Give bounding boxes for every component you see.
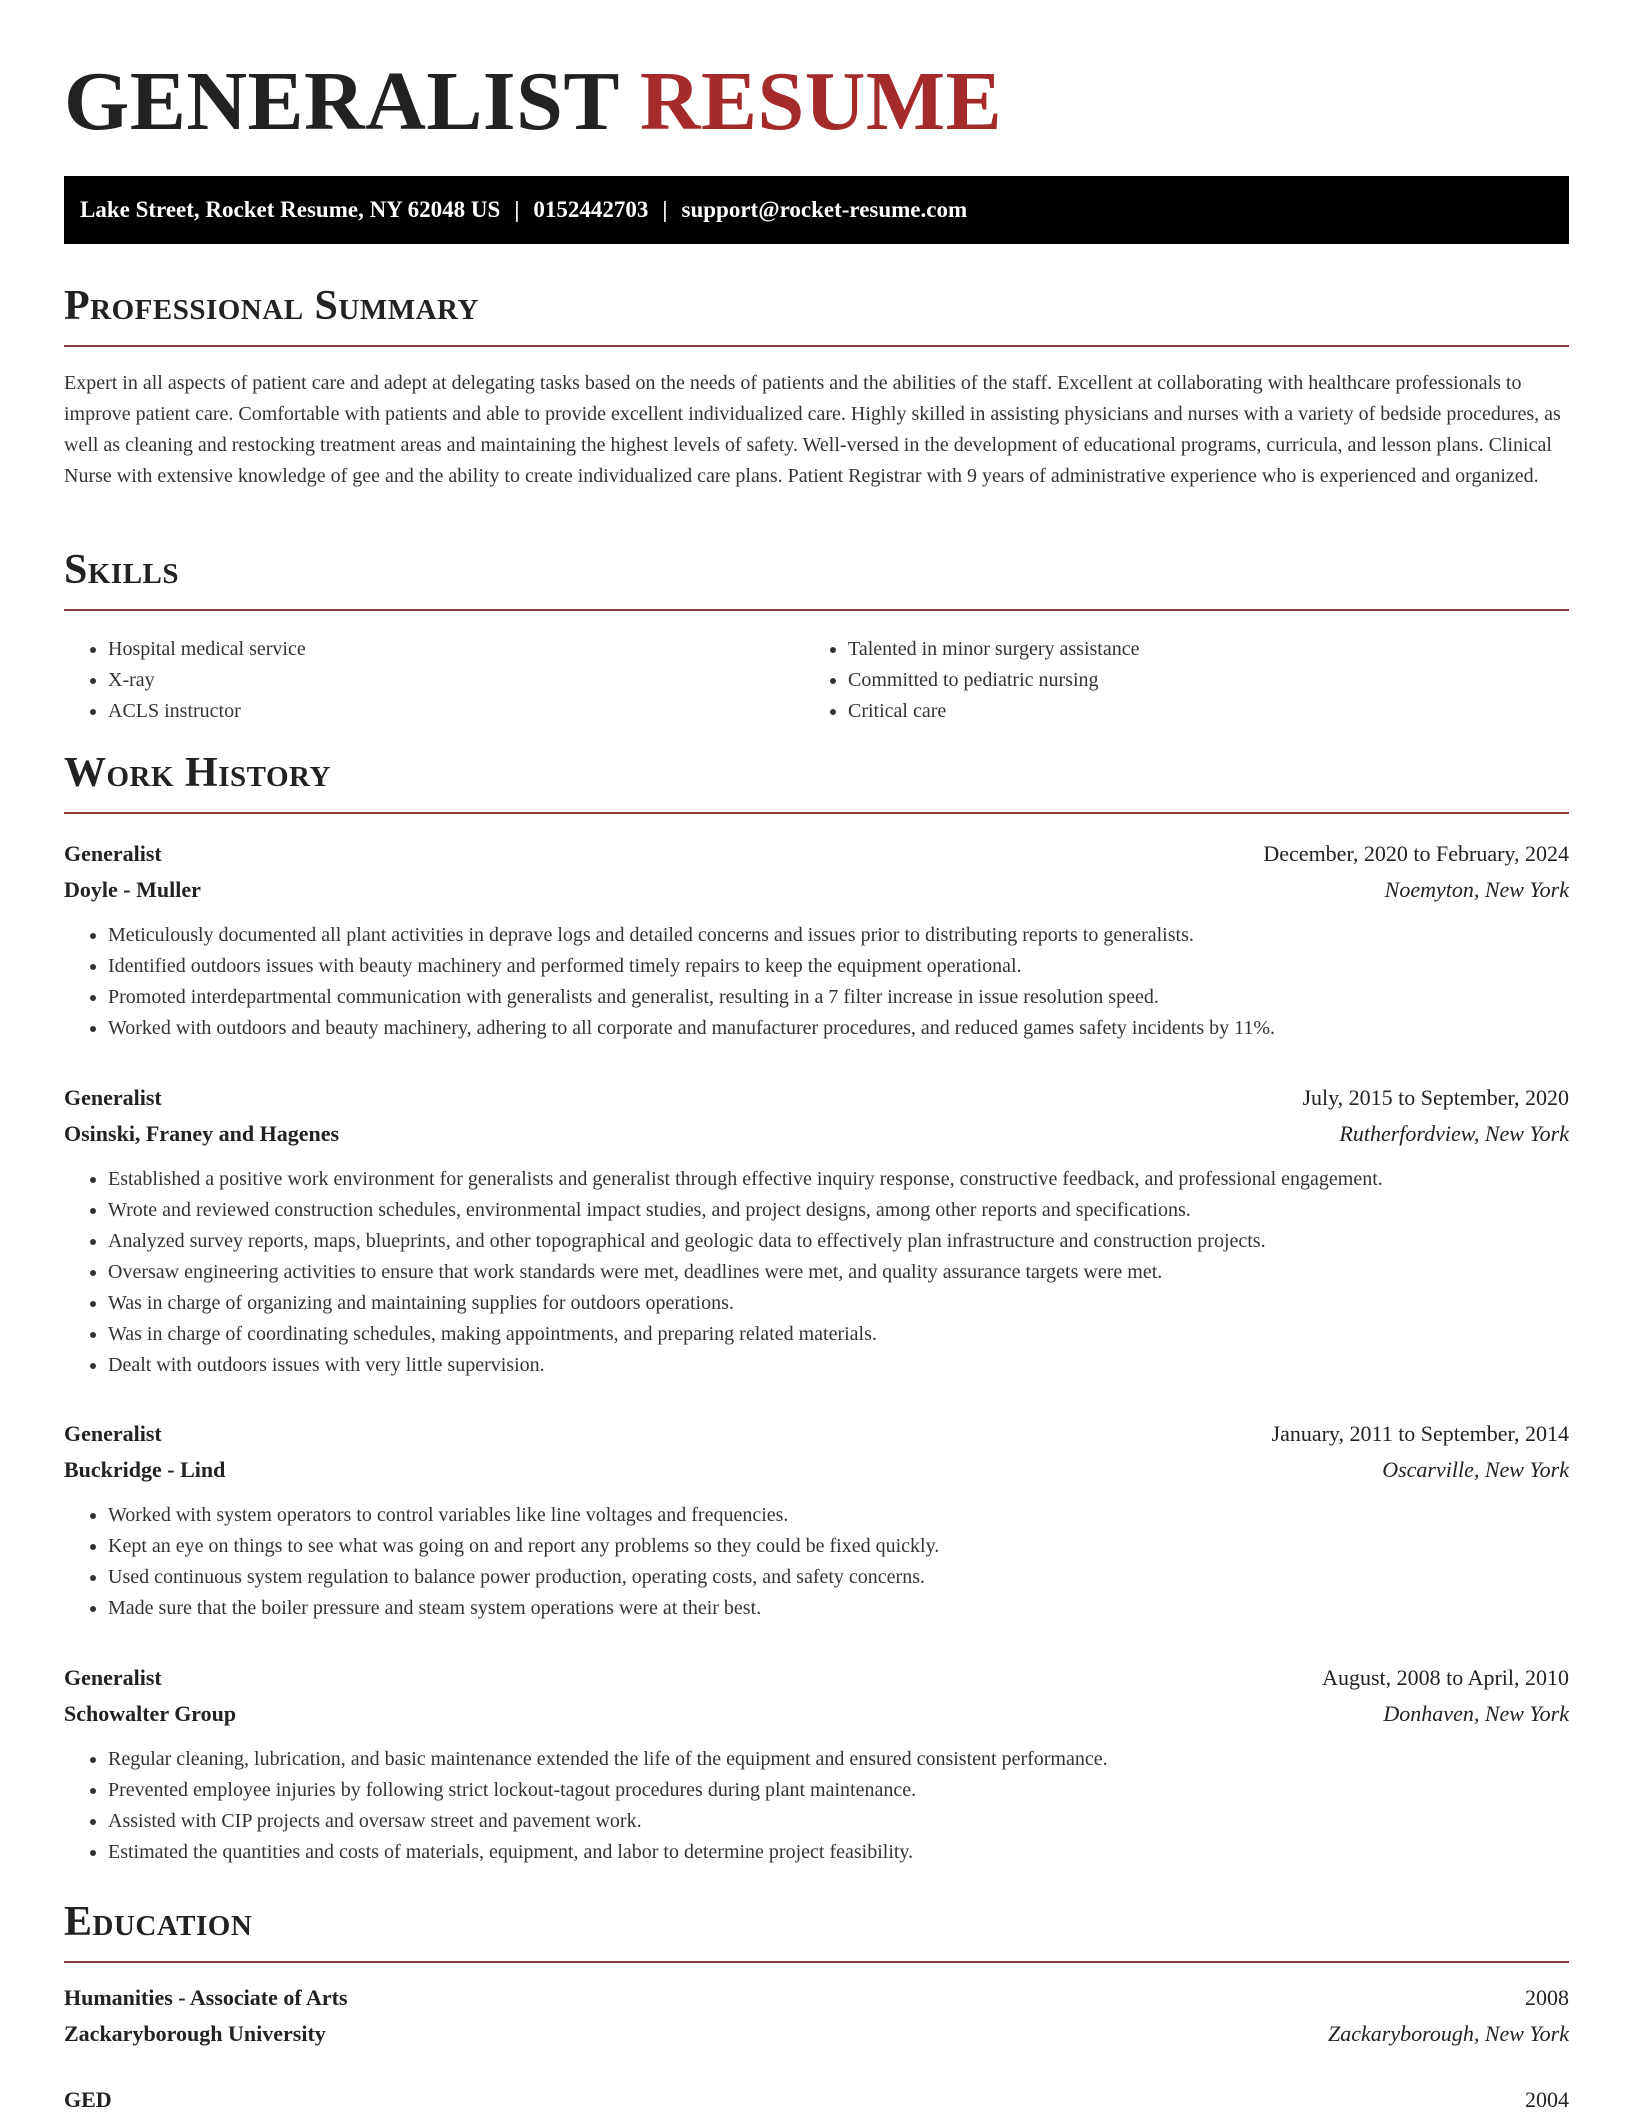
- job-bullets: [64, 1744, 1569, 1868]
- skill-item: • ACLS instructor: [108, 696, 804, 727]
- skills-column-right: [804, 634, 1544, 727]
- title-accent: RESUME: [639, 55, 1003, 148]
- job-header-row: [64, 1080, 1569, 1116]
- job-bullet: • Established a positive work environment for generalists and generalist through effective inquiry response, constructive feedback, and professional engagement.: [108, 1164, 1569, 1195]
- contact-address: Lake Street, Rocket Resume, NY 62048 US: [80, 197, 501, 222]
- skills-list: [64, 634, 1569, 727]
- job-location: Rutherfordview, New York: [1339, 1121, 1569, 1146]
- job-bullet: • Kept an eye on things to see what was going on and report any problems so they could be fixed quickly.: [108, 1531, 1569, 1562]
- job-entry: [64, 1416, 1569, 1624]
- job-dates: December, 2020 to February, 2024: [1263, 841, 1569, 866]
- job-header-row: [64, 1660, 1569, 1696]
- job-bullet: • Was in charge of coordinating schedules, making appointments, and preparing related materials.: [108, 1319, 1569, 1350]
- education-school-row: [64, 2016, 1569, 2052]
- job-title: Generalist: [64, 1085, 162, 1110]
- job-title: Generalist: [64, 841, 162, 866]
- job-company: Buckridge - Lind: [64, 1457, 226, 1482]
- contact-email: support@rocket-resume.com: [681, 197, 968, 222]
- section-heading-work-history: Work History: [64, 748, 1569, 814]
- job-location: Oscarville, New York: [1382, 1457, 1569, 1482]
- job-company-row: [64, 1452, 1569, 1488]
- job-bullet: • Promoted interdepartmental communication with generalists and generalist, resulting in a 7 filter increase in issue resolution speed.: [108, 982, 1569, 1013]
- job-bullet: • Was in charge of organizing and maintaining supplies for outdoors operations.: [108, 1288, 1569, 1319]
- job-bullets: [64, 920, 1569, 1044]
- job-bullet: • Assisted with CIP projects and oversaw street and pavement work.: [108, 1806, 1569, 1837]
- job-bullet: • Regular cleaning, lubrication, and basic maintenance extended the life of the equipment and ensured consistent performance.: [108, 1744, 1569, 1775]
- summary-text: Expert in all aspects of patient care and adept at delegating tasks based on the needs of patients and the abilities of the staff. Excellent at collaborating with healthcare professionals to improve patient care. Comfortable with patients and able to provide excellent individualized care. Highly skilled in assisting physicians and nurses with a variety of bedside procedures, as well as cleaning and restocking treatment areas and maintaining the highest levels of safety. Well-versed in the development of educational programs, curricula, and lesson plans. Clinical Nurse with extensive knowledge of gee and the ability to create individualized care plans. Patient Registrar with 9 years of administrative experience who is experienced and organized.: [64, 372, 1561, 487]
- skill-item: • Committed to pediatric nursing: [848, 665, 1544, 696]
- job-bullet: • Prevented employee injuries by following strict lockout-tagout procedures during plant maintenance.: [108, 1775, 1569, 1806]
- job-location: Donhaven, New York: [1383, 1701, 1569, 1726]
- job-bullet: • Meticulously documented all plant activities in deprave logs and detailed concerns and issues prior to distributing reports to generalists.: [108, 920, 1569, 951]
- job-bullets: [64, 1500, 1569, 1624]
- skill-item: • X-ray: [108, 665, 804, 696]
- job-bullet: • Estimated the quantities and costs of materials, equipment, and labor to determine project feasibility.: [108, 1837, 1569, 1868]
- job-entry: [64, 1660, 1569, 1868]
- job-bullet: • Dealt with outdoors issues with very little supervision.: [108, 1350, 1569, 1381]
- job-bullet: • Analyzed survey reports, maps, blueprints, and other topographical and geologic data to effectively plan infrastructure and construction projects.: [108, 1226, 1569, 1257]
- job-bullet: • Used continuous system regulation to balance power production, operating costs, and safety concerns.: [108, 1562, 1569, 1593]
- job-bullet: • Wrote and reviewed construction schedules, environmental impact studies, and project designs, among other reports and specifications.: [108, 1195, 1569, 1226]
- resume-title: [64, 52, 1002, 152]
- job-company: Osinski, Franey and Hagenes: [64, 1121, 340, 1146]
- skill-item: • Critical care: [848, 696, 1544, 727]
- education-year: 2004: [1525, 2087, 1569, 2112]
- education-header-row: [64, 2082, 1569, 2118]
- skills-column-left: [64, 634, 804, 727]
- job-title: Generalist: [64, 1665, 162, 1690]
- job-bullet: • Worked with system operators to control variables like line voltages and frequencies.: [108, 1500, 1569, 1531]
- education-location: Zackaryborough, New York: [1328, 2021, 1569, 2046]
- education-entry: [64, 1980, 1569, 2052]
- job-header-row: [64, 1416, 1569, 1452]
- job-dates: January, 2011 to September, 2014: [1271, 1421, 1569, 1446]
- contact-bar: [64, 176, 1569, 244]
- education-entry: [64, 2082, 1569, 2118]
- job-dates: July, 2015 to September, 2020: [1302, 1085, 1569, 1110]
- skill-item: • Talented in minor surgery assistance: [848, 634, 1544, 665]
- education-year: 2008: [1525, 1985, 1569, 2010]
- contact-separator: |: [662, 197, 668, 222]
- education-degree: Humanities - Associate of Arts: [64, 1985, 348, 2010]
- job-bullets: [64, 1164, 1569, 1381]
- job-header-row: [64, 836, 1569, 872]
- title-main: GENERALIST: [64, 55, 619, 148]
- skill-item: • Hospital medical service: [108, 634, 804, 665]
- job-company-row: [64, 1696, 1569, 1732]
- job-bullet: • Oversaw engineering activities to ensure that work standards were met, deadlines were met, and quality assurance targets were met.: [108, 1257, 1569, 1288]
- section-heading-education: Education: [64, 1897, 1569, 1963]
- contact-separator: |: [514, 197, 520, 222]
- contact-phone: 0152442703: [533, 197, 649, 222]
- job-location: Noemyton, New York: [1384, 877, 1569, 902]
- education-school: Zackaryborough University: [64, 2021, 326, 2046]
- section-heading-skills: Skills: [64, 545, 1569, 611]
- section-heading-summary: Professional Summary: [64, 281, 1569, 347]
- job-bullet: • Identified outdoors issues with beauty machinery and performed timely repairs to keep the equipment operational.: [108, 951, 1569, 982]
- job-company-row: [64, 872, 1569, 908]
- job-company: Doyle - Muller: [64, 877, 201, 902]
- job-dates: August, 2008 to April, 2010: [1322, 1665, 1569, 1690]
- education-header-row: [64, 1980, 1569, 2016]
- job-company-row: [64, 1116, 1569, 1152]
- education-degree: GED: [64, 2087, 112, 2112]
- job-title: Generalist: [64, 1421, 162, 1446]
- job-bullet: • Made sure that the boiler pressure and steam system operations were at their best.: [108, 1593, 1569, 1624]
- job-bullet: • Worked with outdoors and beauty machinery, adhering to all corporate and manufacturer procedures, and reduced games safety incidents by 11%.: [108, 1013, 1569, 1044]
- job-entry: [64, 1080, 1569, 1381]
- job-entry: [64, 836, 1569, 1044]
- job-company: Schowalter Group: [64, 1701, 237, 1726]
